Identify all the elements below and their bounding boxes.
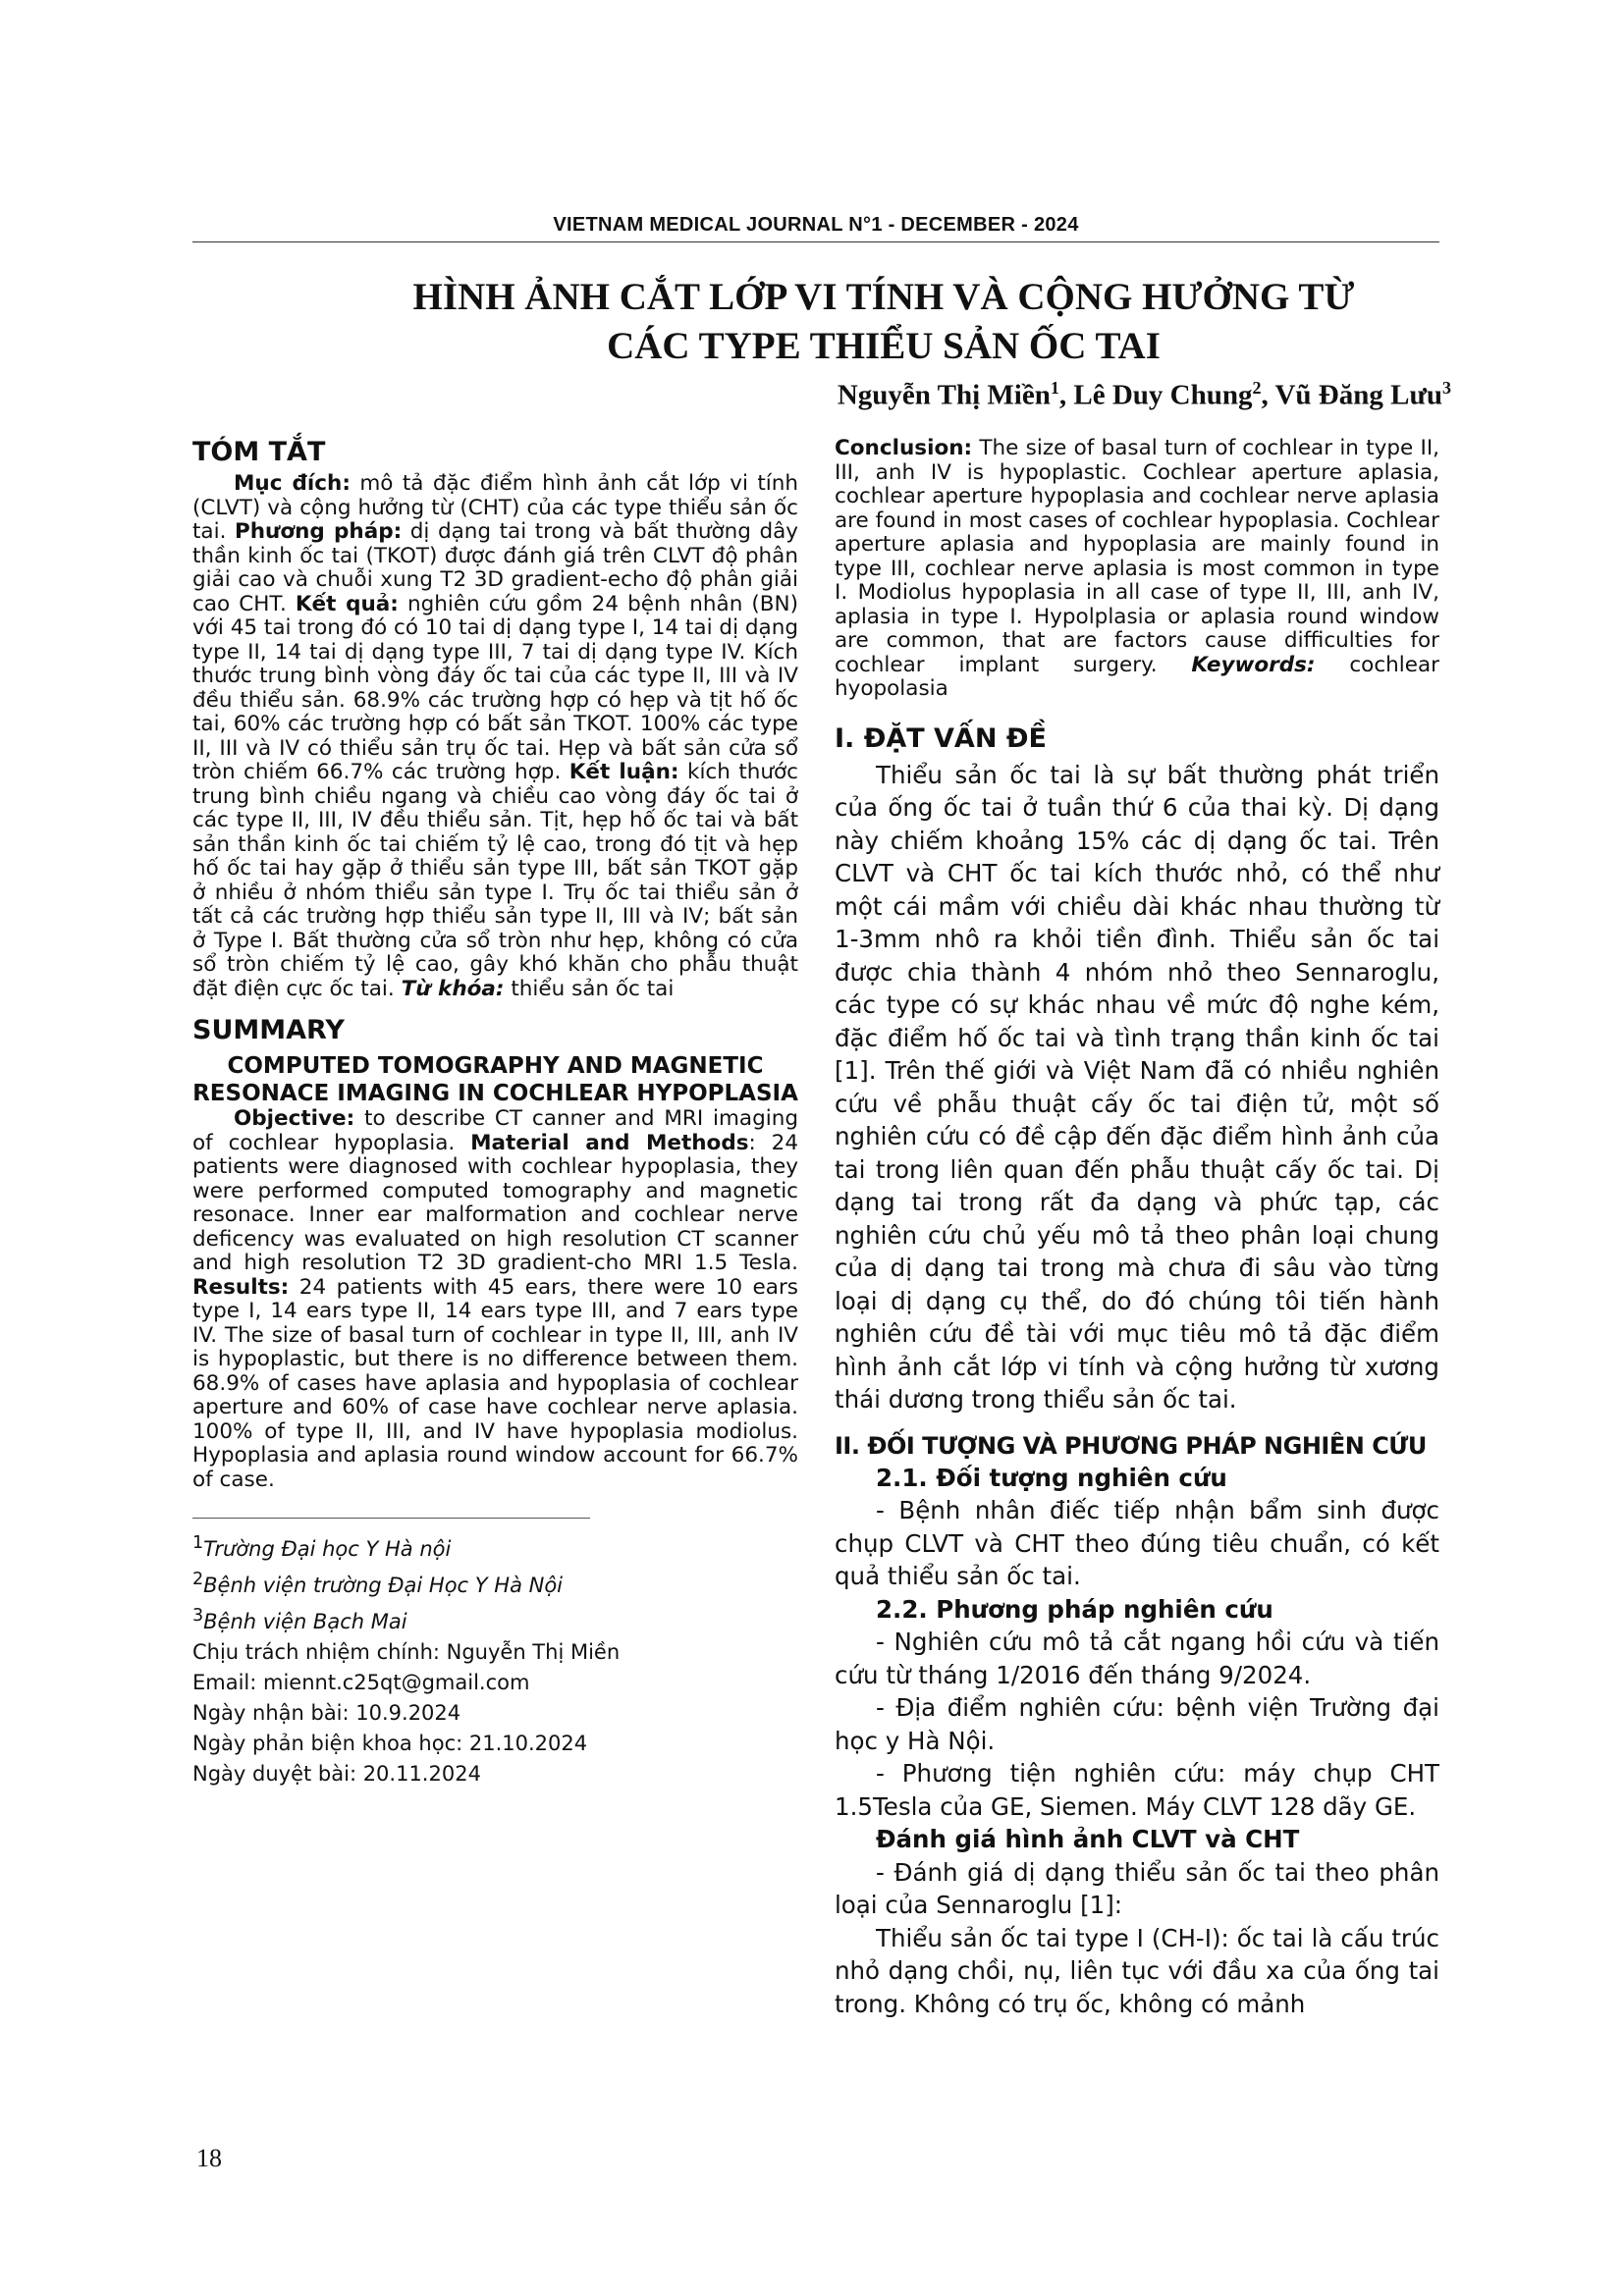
footnote-rule	[192, 1518, 590, 1519]
footnote-affiliation-3: $^3$Bệnh viện Bạch Mai	[192, 1606, 407, 1633]
tomtat-label-keywords: Từ khóa:	[401, 976, 505, 1001]
summary-paragraph	[192, 1107, 798, 1492]
section-1-paragraph: Thiểu sản ốc tai là sự bất thường phát triển của ống ốc tai ở tuần thứ 6 của thai kỳ. Dị dạng này chiếm khoảng 15% các dị dạng ốc tai. Trên CLVT và CHT ốc tai kích thước nhỏ, có thể như một cái mầm với chiều dài khác nhau thường từ 1-3mm nhô ra khỏi tiền đình. Thiểu sản ốc tai được chia thành 4 nhóm nhỏ theo Sennaroglu, các type có sự khác nhau về mức độ nghe kém, đặc điểm hố ốc tai và tình trạng thần kinh ốc tai [1]. Trên thế giới và Việt Nam đã có nhiều nghiên cứu về phẫu thuật cấy ốc tai điện tử, một số nghiên cứu có đề cập đến đặc điểm hình ảnh của tai trong liên quan đến phẫu thuật cấy ốc tai. Dị dạng tai trong rất đa dạng và phức tạp, các nghiên cứu chủ yếu mô tả theo phân loại chung của dị dạng tai trong mà chưa đi sâu vào từng loại dị dạng cụ thể, do đó chúng tôi tiến hành nghiên cứu đề tài với mục tiêu mô tả đặc điểm hình ảnh cắt lớp vi tính và cộng hưởng từ xương thái dương trong thiểu sản ốc tai.	[835, 760, 1439, 1414]
header-rule	[192, 241, 1439, 242]
tomtat-text: thiểu sản ốc tai	[504, 976, 675, 1001]
title-line-1: HÌNH ẢNH CẮT LỚP VI TÍNH VÀ CỘNG HƯỞNG TỪ	[412, 276, 1355, 318]
conclusion-paragraph	[835, 437, 1439, 702]
footnote-accepted: Ngày duyệt bài: 20.11.2024	[192, 1762, 481, 1786]
tomtat-label-results: Kết quả:	[295, 591, 399, 616]
imaging-classification-text: - Đánh giá dị dạng thiểu sản ốc tai theo phân loại của Sennaroglu [1]:	[835, 1857, 1439, 1919]
summary-text: 24 patients with 45 ears, there were 10 ears type I, 14 ears type II, 14 ears type III, and 7 ears type IV. The size of basal turn of cochlear in type II, III, anh IV is hypoplastic, but there is no difference between them. 68.9% of cases have aplasia and hypoplasia of cochlear aperture and 60% of case have cochlear nerve aplasia. 100% of type II, III, and IV have hypoplasia modiolus. Hypoplasia and aplasia round window account for 66.7% of case.	[192, 1274, 798, 1492]
subsection-2-2-equipment: - Phương tiện nghiên cứu: máy chụp CHT 1.5Tesla của GE, Siemen. Máy CLVT 128 dãy GE.	[835, 1759, 1439, 1821]
footnote-email: Email: miennt.c25qt@gmail.com	[192, 1671, 530, 1694]
summary-title: COMPUTED TOMOGRAPHY AND MAGNETIC RESONACE IMAGING IN COCHLEAR HYPOPLASIA	[192, 1053, 798, 1106]
keywords-label: Keywords:	[1191, 652, 1316, 677]
tomtat-text: dị dạng tai trong và bất thường dây thần kinh ốc tai (TKOT) được đánh giá trên CLVT độ phân giải cao và chuỗi xung T2 3D gradient-echo độ phân giải cao CHT.	[192, 519, 798, 616]
tomtat-text: kích thước trung bình chiều ngang và chiều cao vòng đáy ốc tai ở các type II, III, IV đều thiểu sản. Tịt, hẹp hố ốc tai và bất sản thần kinh ốc tai chiếm tỷ lệ cao, trong đó tịt và hẹp hố ốc tai hay gặp ở thiểu sản type III, bất sản TKOT gặp ở nhiều ở nhóm thiểu sản type I. Trụ ốc tai thiểu sản ở tất cả các trường hợp thiểu sản type II, III và IV; bất sản ở Type I. Bất thường cửa sổ tròn như hẹp, không có cửa sổ tròn chiếm tỷ lệ cao, gây khó khăn cho phẫu thuật đặt điện cực ốc tai.	[192, 760, 799, 1001]
conclusion-text: The size of basal turn of cochlear in type II, III, anh IV is hypoplastic. Cochlear aperture aplasia, cochlear aperture hypoplasia and cochlear nerve aplasia are found in most cases of cochlear hypoplasia. Cochlear aperture aplasia and hypoplasia are mainly found in type III, cochlear nerve aplasia is most common in type I. Modiolus hypoplasia in all case of type II, III, anh IV, aplasia in type I. Hypolplasia or aplasia round window are common, that are factors cause difficulties for cochlear implant surgery.	[835, 436, 1439, 677]
footnote-corresponding: Chịu trách nhiệm chính: Nguyễn Thị Miền	[192, 1640, 621, 1664]
tomtat-label-conclusion: Kết luận:	[568, 760, 679, 784]
authors: Nguyễn Thị Miền$^1$, Lê Duy Chung$^2$, Vũ Đăng Lưu$^3$	[837, 378, 1451, 411]
author-name: Vũ Đăng Lưu	[1274, 379, 1442, 411]
footnote-affiliation-2: $^2$Bệnh viện trường Đại Học Y Hà Nội	[192, 1570, 564, 1597]
author-affiliation: 2	[1252, 378, 1262, 398]
summary-text: : 24 patients were diagnosed with cochlear hypoplasia, they were performed computed tomography and magnetic resonace. Inner ear malformation and cochlear nerve deficency was evaluated on high resolution CT scanner and high resolution T2 3D gradient-cho MRI 1.5 Tesla.	[192, 1130, 798, 1275]
author-affiliation: 1	[1050, 378, 1059, 398]
tomtat-heading: TÓM TẮT	[192, 437, 326, 467]
imaging-type-1-text: Thiểu sản ốc tai type I (CH-I): ốc tai là cấu trúc nhỏ dạng chồi, nụ, liên tục với đầu xa của ống tai trong. Không có trụ ốc, không có mảnh	[835, 1923, 1439, 2018]
tomtat-paragraph	[192, 472, 798, 1001]
footnote-received: Ngày nhận bài: 10.9.2024	[192, 1701, 461, 1725]
section-1-heading: I. ĐẶT VẤN ĐỀ	[835, 722, 1047, 754]
summary-heading: SUMMARY	[192, 1015, 345, 1045]
summary-label-objective: Objective:	[234, 1106, 355, 1131]
tomtat-label-objective: Mục đích:	[234, 471, 351, 496]
footnote-affiliation-1: $^1$Trường Đại học Y Hà nội	[192, 1533, 452, 1561]
tomtat-text: nghiên cứu gồm 24 bệnh nhân (BN) với 45 tai trong đó có 10 tai dị dạng type I, 14 tai dị dạng type II, 14 tai dị dạng type III, 7 tai dị dạng type IV. Kích thước trung bình vòng đáy ốc tai của các type II, III và IV đều thiểu sản. 68.9% các trường hợp có hẹp và tịt hố ốc tai, 60% các trường hợp có bất sản TKOT. 100% các type II, III và IV có thiểu sản trụ ốc tai. Hẹp và bất sản cửa sổ tròn chiếm 66.7% các trường hợp.	[192, 591, 798, 784]
left-column	[192, 437, 798, 1789]
page-number: 18	[196, 2144, 222, 2172]
section-2-heading: II. ĐỐI TƯỢNG VÀ PHƯƠNG PHÁP NGHIÊN CỨU	[835, 1431, 1427, 1460]
summary-text: to describe CT canner and MRI imaging of cochlear hypoplasia.	[192, 1106, 798, 1155]
subsection-imaging-heading: Đánh giá hình ảnh CLVT và CHT	[876, 1825, 1300, 1853]
subsection-2-1-text: - Bệnh nhân điếc tiếp nhận bẩm sinh được chụp CLVT và CHT theo đúng tiêu chuẩn, có kết quả thiểu sản ốc tai.	[835, 1496, 1439, 1590]
subsection-2-2-design: - Nghiên cứu mô tả cắt ngang hồi cứu và tiến cứu từ tháng 1/2016 đến tháng 9/2024.	[835, 1628, 1439, 1689]
article-title	[295, 273, 1473, 371]
tomtat-text: mô tả đặc điểm hình ảnh cắt lớp vi tính (CLVT) và cộng hưởng từ (CHT) của các type thiểu sản ốc tai.	[192, 471, 798, 544]
author-name: Lê Duy Chung	[1073, 379, 1253, 411]
subsection-2-2-heading: 2.2. Phương pháp nghiên cứu	[876, 1594, 1273, 1624]
summary-label-methods: Material and Methods	[470, 1130, 749, 1155]
journal-header: VIETNAM MEDICAL JOURNAL N°1 - DECEMBER - 2024	[553, 214, 1079, 236]
keywords-text: cochlear hyopolasia	[835, 652, 1439, 701]
conclusion-label: Conclusion:	[835, 436, 973, 460]
footnote-reviewed: Ngày phản biện khoa học: 21.10.2024	[192, 1732, 588, 1755]
author-affiliation: 3	[1442, 378, 1451, 398]
subsection-2-2-location: - Địa điểm nghiên cứu: bệnh viện Trường đại học y Hà Nội.	[835, 1693, 1439, 1755]
right-column	[835, 437, 1439, 2020]
subsection-2-1-heading: 2.1. Đối tượng nghiên cứu	[876, 1463, 1227, 1492]
author-name: Nguyễn Thị Miền	[837, 379, 1051, 411]
summary-label-results: Results:	[192, 1274, 290, 1300]
tomtat-label-method: Phương pháp:	[234, 519, 403, 544]
title-line-2: CÁC TYPE THIỂU SẢN ỐC TAI	[607, 325, 1161, 367]
